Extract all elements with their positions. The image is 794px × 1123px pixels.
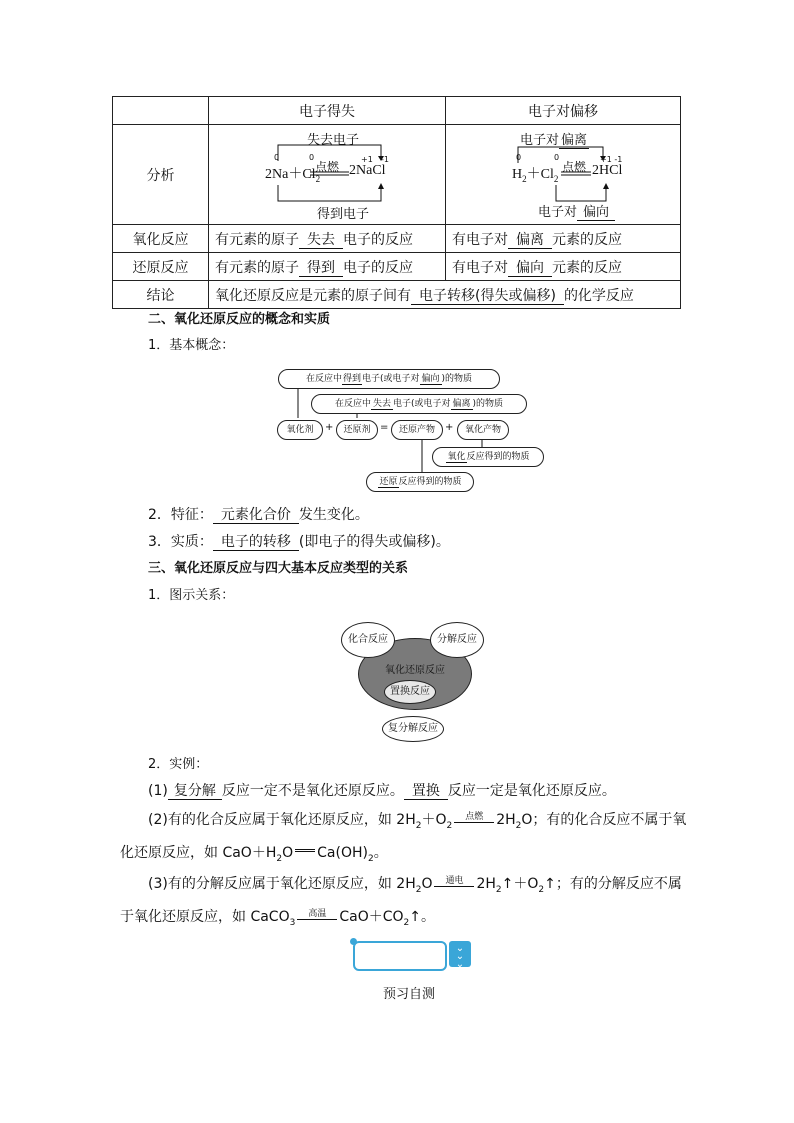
eq1-lhs: $2Na+Cl_2$	[265, 167, 321, 184]
comparison-table	[112, 96, 681, 309]
section2-title: 二、氧化还原反应的概念和实质	[148, 312, 331, 327]
reduction-shift: 有电子对 偏向 元素的反应	[446, 253, 681, 281]
box-reductant-definition: 在反应中 失去 电子(或电子对 偏离 )的物质	[311, 394, 527, 414]
lose-electron-label: 失去电子	[307, 133, 360, 148]
example-2-line2: 化还原反应，如 $CaO+H_2O$ $Ca(OH)_2$。	[120, 845, 388, 864]
section2-item3: 3．实质： 电子的转移 (即电子的得失或偏移)。	[148, 534, 450, 550]
venn-redox: 氧化还原反应	[358, 638, 472, 710]
venn-displacement: 置换反应	[384, 680, 436, 704]
header-electron-gain-loss: 电子得失	[209, 97, 446, 125]
ox-state-cl-product: -1	[381, 155, 389, 164]
ignite-condition: 点燃	[315, 160, 340, 174]
oxidation-shift: 有电子对 偏离 元素的反应	[446, 225, 681, 253]
box-reductant: 还原剂	[336, 420, 378, 440]
section2-item2: 2．特征： 元素化合价 发生变化。	[148, 507, 369, 523]
box-reduction-result: 还原反应得到的物质	[366, 472, 474, 492]
section3-item2: 2．实例：	[148, 757, 209, 772]
row-reduction	[113, 253, 681, 281]
equation-nacl	[209, 125, 446, 225]
conclusion-text: 氧化还原反应是元素的原子间有 电子转移(得失或偏移) 的化学反应	[209, 281, 681, 309]
plus-sign-1: +	[325, 422, 334, 433]
banner-dot-icon	[350, 938, 357, 945]
ox-state-h: 0	[516, 153, 522, 162]
pair-shift-away: 电子对 偏离	[520, 133, 588, 148]
eq2-rhs: 2HCl	[592, 163, 623, 178]
box-oxidation-result: 氧化反应得到的物质	[432, 447, 544, 467]
reduction-gain-loss: 有元素的原子 得到 电子的反应	[209, 253, 446, 281]
pair-shift-toward: 电子对 偏向	[538, 201, 615, 221]
section-banner-box	[353, 941, 447, 971]
equation-hcl	[446, 125, 681, 225]
eq1-rhs: 2NaCl	[349, 163, 386, 178]
example-3-line2: 于氧化还原反应，如 CaCO$_3$ 高温 $CaO+CO_2↑$。	[120, 908, 435, 928]
gain-electron-label: 得到电子	[317, 207, 370, 222]
ox-state-hcl: +1 -1	[600, 155, 623, 164]
ox-state-cl: 0	[309, 153, 315, 162]
header-empty	[113, 97, 209, 125]
ox-state-na: 0	[274, 153, 280, 162]
row-label-analysis: 分析	[113, 125, 209, 225]
row-oxidation	[113, 225, 681, 253]
section2-item1: 1．基本概念：	[148, 338, 235, 353]
section3-item1: 1．图示关系：	[148, 588, 235, 603]
ox-state-cl2: 0	[554, 153, 560, 162]
row-conclusion	[113, 281, 681, 309]
ignite-condition-2: 点燃	[562, 160, 587, 174]
box-oxidation-product: 氧化产物	[457, 420, 509, 440]
example-3-line1: (3)有的分解反应属于氧化还原反应，如 $2H_2O$ 通电 $2H_2↑+O_2↑$；有的分解反应不属	[148, 875, 682, 895]
venn-combination: 化合反应	[341, 622, 395, 658]
plus-sign-2: +	[445, 422, 454, 433]
example-1: (1) 复分解 反应一定不是氧化还原反应。 置换 反应一定是氧化还原反应。	[148, 783, 616, 799]
section3-title: 三、氧化还原反应与四大基本反应类型的关系	[148, 561, 409, 576]
oxidation-gain-loss: 有元素的原子 失去 电子的反应	[209, 225, 446, 253]
box-oxidant-definition: 在反应中得到电子(或电子对 偏向 )的物质	[278, 369, 500, 389]
box-reduction-product: 还原产物	[391, 420, 443, 440]
row-label-oxidation: 氧化反应	[113, 225, 209, 253]
eq2-lhs: $H_2+Cl_2$	[512, 167, 559, 184]
venn-double-displacement: 复分解反应	[382, 716, 444, 742]
row-label-reduction: 还原反应	[113, 253, 209, 281]
example-2-line1: (2)有的化合反应属于氧化还原反应，如 $2H_2+O_2$ 点燃 $2H_2O$；有的化合反应不属于氧	[148, 811, 687, 831]
section-label-preview-test: 预习自测	[383, 987, 436, 1002]
row-label-conclusion: 结论	[113, 281, 209, 309]
ox-state-na-product: +1	[361, 155, 373, 164]
double-chevron-down-icon: ⌄ ⌄ ⌄	[449, 941, 471, 967]
header-electron-shift: 电子对偏移	[446, 97, 681, 125]
box-oxidant: 氧化剂	[277, 420, 323, 440]
equals-sign: =	[380, 422, 389, 433]
venn-decomposition: 分解反应	[430, 622, 484, 658]
